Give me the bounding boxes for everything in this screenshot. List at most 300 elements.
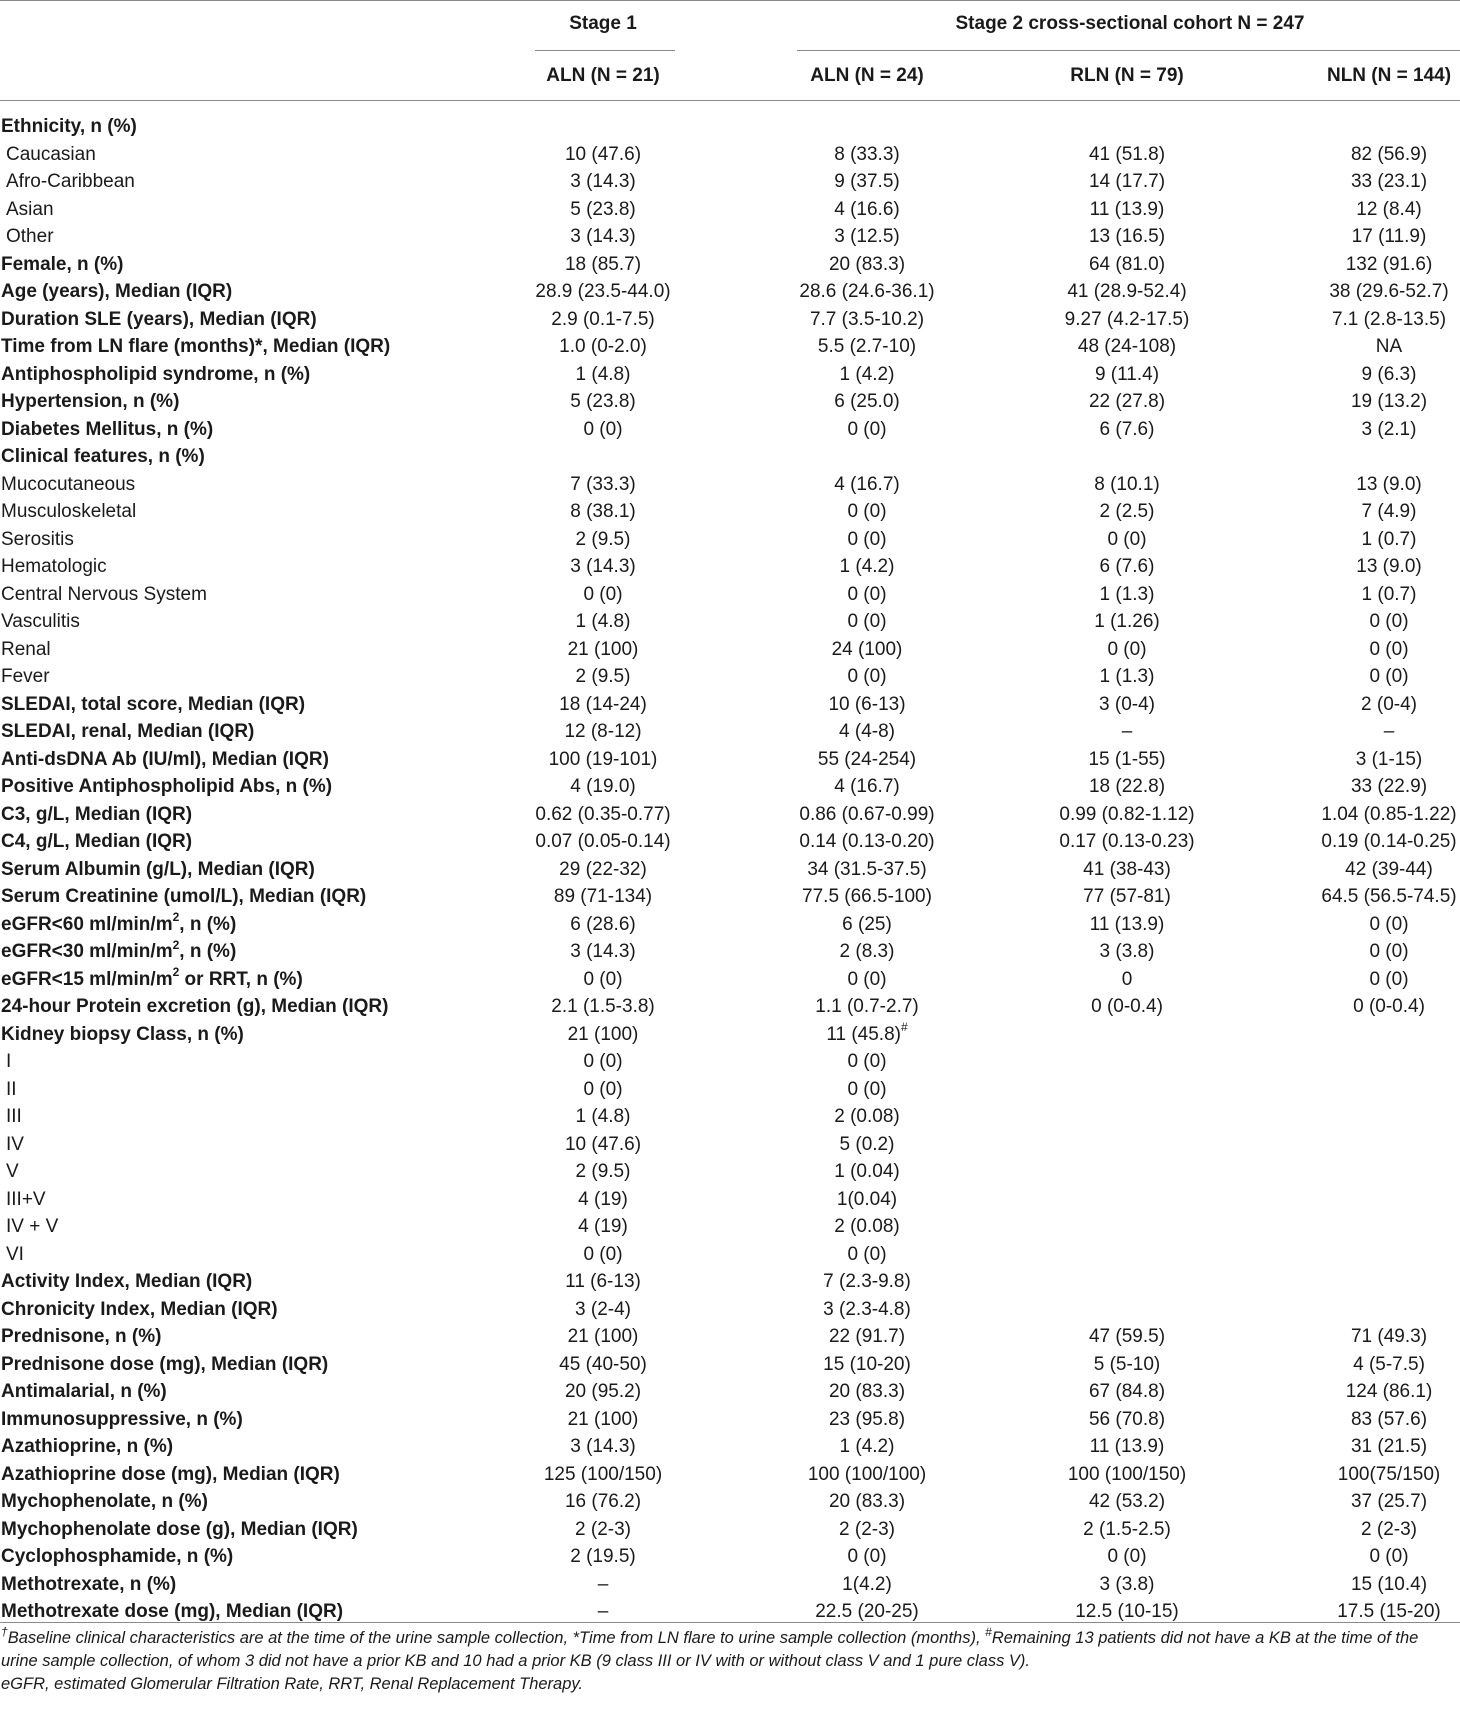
cell-value: 0 (0) <box>583 1243 623 1265</box>
table-cell <box>977 388 1277 416</box>
row-label-text: VI <box>6 1243 24 1265</box>
cell-value: 4 (19) <box>578 1188 628 1210</box>
cell-value: 1 (4.2) <box>839 1436 895 1457</box>
row-label <box>1 1351 328 1379</box>
cell-value: 2 (0.08) <box>834 1106 900 1127</box>
cell-value: 100(75/150) <box>1337 1463 1441 1485</box>
cell-value: 6 (25) <box>842 913 892 935</box>
row-label-superscript: 2 <box>172 965 180 980</box>
table-cell <box>1239 1433 1460 1461</box>
row-label <box>1 1296 278 1324</box>
table-row <box>0 113 1460 141</box>
row-label <box>1 828 192 856</box>
table-row <box>0 938 1460 966</box>
cell-value: 21 (100) <box>567 1023 639 1045</box>
cell-value: 0 (0) <box>1369 611 1409 632</box>
table-cell <box>977 828 1277 856</box>
table-cell <box>717 498 1017 526</box>
table-cell <box>717 883 1017 911</box>
cell-value: 16 (76.2) <box>564 1491 642 1512</box>
cell-value: 41 (51.8) <box>1088 143 1166 165</box>
cell-value: 0.17 (0.13-0.23) <box>1059 831 1195 852</box>
col-header-stage2-aln: ALN (N = 24) <box>810 65 924 86</box>
table-cell <box>1239 938 1460 966</box>
row-label <box>6 168 135 196</box>
row-label-superscript: 2 <box>172 937 180 952</box>
table-row <box>0 1351 1460 1379</box>
table-row <box>0 443 1460 471</box>
row-label-suffix: or RRT, n (%) <box>179 968 303 990</box>
cell-value: 0.62 (0.35-0.77) <box>535 803 671 825</box>
cell-value: 2 (19.5) <box>570 1546 636 1567</box>
cell-value: 100 (19-101) <box>548 748 658 770</box>
header-rule <box>0 100 1460 101</box>
table-cell <box>717 223 1017 251</box>
table-row <box>0 1158 1460 1186</box>
table-cell <box>453 856 753 884</box>
cell-value: 12 (8.4) <box>1356 198 1422 220</box>
row-label <box>6 141 96 169</box>
table-cell <box>1239 1351 1460 1379</box>
cell-value: 2 (9.5) <box>575 1161 631 1182</box>
stage1-underline <box>535 50 675 51</box>
table-row <box>0 1323 1460 1351</box>
row-label-text: Hypertension, n (%) <box>1 391 180 412</box>
cell-value: 0 (0) <box>847 583 887 605</box>
row-label <box>6 1241 24 1269</box>
table-cell <box>1239 1571 1460 1599</box>
row-label <box>6 1048 11 1076</box>
row-label <box>1 718 254 746</box>
table-cell <box>977 636 1277 664</box>
row-label-text: Mucocutaneous <box>1 473 136 495</box>
cell-superscript: # <box>900 1020 908 1035</box>
table-cell <box>453 636 753 664</box>
table-cell <box>977 663 1277 691</box>
cell-value: 1.04 (0.85-1.22) <box>1321 803 1457 825</box>
table-cell <box>1239 141 1460 169</box>
table-cell <box>717 1488 1017 1516</box>
cell-value: 0 (0) <box>847 501 887 522</box>
cell-value: 3 (2.1) <box>1361 418 1417 440</box>
table-cell <box>977 581 1277 609</box>
table-cell <box>453 1296 753 1324</box>
table-cell <box>717 1406 1017 1434</box>
cell-value: 64 (81.0) <box>1088 253 1166 275</box>
cell-value: 3 (14.3) <box>570 556 636 577</box>
footnote-1-text: Baseline clinical characteristics are at the time of the urine sample collection, *Time from LN flare to urine sample collection (months), <box>7 1629 986 1647</box>
cell-value: 14 (17.7) <box>1088 171 1166 192</box>
cell-value: 33 (23.1) <box>1350 171 1428 192</box>
table-cell <box>453 278 753 306</box>
row-label <box>1 443 205 471</box>
cell-value: 6 (25.0) <box>834 391 900 412</box>
table-cell <box>1239 1488 1460 1516</box>
top-rule <box>0 0 1460 1</box>
cell-value: 2 (2-3) <box>575 1518 631 1540</box>
table-cell <box>717 196 1017 224</box>
table-row <box>0 581 1460 609</box>
table-cell <box>717 526 1017 554</box>
table-cell <box>453 773 753 801</box>
table-cell <box>977 1323 1277 1351</box>
table-cell <box>977 471 1277 499</box>
cell-value: 12.5 (10-15) <box>1075 1601 1179 1622</box>
hash-mark: # <box>985 1624 992 1639</box>
table-cell <box>717 1103 1017 1131</box>
row-label-text: Antiphospholipid syndrome, n (%) <box>1 363 311 385</box>
cell-value: 0 (0) <box>847 1546 887 1567</box>
table-cell <box>453 251 753 279</box>
cell-value: 0 (0) <box>1369 941 1409 962</box>
cell-value: 11 (6-13) <box>565 1271 641 1292</box>
table-cell <box>453 1076 753 1104</box>
cell-value: 13 (9.0) <box>1356 473 1422 495</box>
table-cell <box>717 361 1017 389</box>
row-label-text: V <box>6 1161 19 1182</box>
table-cell <box>453 581 753 609</box>
cell-value: 1 (4.2) <box>839 363 895 385</box>
cell-value: 15 (1-55) <box>1088 748 1166 770</box>
cell-value: NA <box>1375 336 1403 357</box>
cell-value: 0 (0) <box>1369 913 1409 935</box>
table-row <box>0 1186 1460 1214</box>
row-label-text: SLEDAI, total score, Median (IQR) <box>1 693 306 715</box>
cell-value: 1.0 (0-2.0) <box>559 336 647 357</box>
row-label-text: Immunosuppressive, n (%) <box>1 1408 243 1430</box>
table-cell <box>977 718 1277 746</box>
table-cell <box>717 663 1017 691</box>
table-cell <box>717 1213 1017 1241</box>
cell-value: 42 (39-44) <box>1345 858 1433 880</box>
cell-value: 64.5 (56.5-74.5) <box>1321 886 1457 907</box>
table-cell <box>717 581 1017 609</box>
cell-value: 4 (16.7) <box>834 776 900 797</box>
table-cell <box>1239 553 1460 581</box>
cell-value: 2 (9.5) <box>575 666 631 687</box>
table-cell <box>1239 168 1460 196</box>
table-cell <box>453 498 753 526</box>
cell-value: 1 (4.8) <box>575 1106 631 1127</box>
row-label-text: Anti-dsDNA Ab (IU/ml), Median (IQR) <box>1 748 329 770</box>
cell-value: 0 (0) <box>583 968 623 990</box>
cell-value: 0 (0) <box>1369 666 1409 687</box>
cell-value: 0.07 (0.05-0.14) <box>535 831 671 852</box>
table-row <box>0 168 1460 196</box>
row-label <box>6 1186 46 1214</box>
cell-value: 3 (2-4) <box>575 1298 631 1320</box>
row-label <box>1 636 51 664</box>
cell-value: 2 (1.5-2.5) <box>1083 1518 1171 1540</box>
table-cell <box>717 966 1017 994</box>
table-row <box>0 746 1460 774</box>
table-cell <box>717 1186 1017 1214</box>
col-header-stage2-nln: NLN (N = 144) <box>1326 65 1452 86</box>
table-cell <box>717 746 1017 774</box>
cell-value: 125 (100/150) <box>543 1463 663 1485</box>
cell-value: 20 (83.3) <box>828 253 906 275</box>
table-cell <box>717 251 1017 279</box>
table-cell <box>977 883 1277 911</box>
table-cell <box>1239 718 1460 746</box>
cell-value: 21 (100) <box>567 1408 639 1430</box>
cell-value: 15 (10-20) <box>823 1353 911 1375</box>
table-cell <box>717 1543 1017 1571</box>
table-cell <box>453 1461 753 1489</box>
table-cell <box>977 856 1277 884</box>
row-label <box>1 801 192 829</box>
cell-value: 0 (0) <box>1369 968 1409 990</box>
table-cell <box>453 1213 753 1241</box>
table-row <box>0 416 1460 444</box>
table-cell <box>717 1461 1017 1489</box>
row-label <box>1 966 303 994</box>
table-cell <box>453 471 753 499</box>
cell-value: 17 (11.9) <box>1351 226 1427 247</box>
row-label-text: Kidney biopsy Class, n (%) <box>1 1023 244 1045</box>
table-cell <box>1239 663 1460 691</box>
table-cell <box>977 1433 1277 1461</box>
table-row <box>0 856 1460 884</box>
cell-value: 0.99 (0.82-1.12) <box>1059 803 1195 825</box>
cell-value: 2 (0.08) <box>834 1216 900 1237</box>
table-row <box>0 1461 1460 1489</box>
cell-value: 42 (53.2) <box>1088 1491 1166 1512</box>
table-cell <box>977 1543 1277 1571</box>
row-label <box>1 251 123 279</box>
cell-value: 21 (100) <box>567 1326 639 1347</box>
table-row <box>0 1433 1460 1461</box>
row-label-text: Methotrexate dose (mg), Median (IQR) <box>1 1601 344 1622</box>
cell-value: 7.7 (3.5-10.2) <box>809 308 925 330</box>
table-row <box>0 1213 1460 1241</box>
table-cell <box>977 993 1277 1021</box>
cell-value: 22 (27.8) <box>1088 391 1166 412</box>
table-cell <box>717 773 1017 801</box>
table-cell <box>717 1571 1017 1599</box>
row-label <box>1 416 213 444</box>
table-row <box>0 1543 1460 1571</box>
cell-value: 71 (49.3) <box>1350 1326 1428 1347</box>
row-label-text: Other <box>6 226 54 247</box>
table-row <box>0 251 1460 279</box>
cell-value: 1 (1.3) <box>1099 583 1155 605</box>
table-cell <box>453 883 753 911</box>
footnote-1b-text: Remaining 13 patients did not have a KB at the time of the urine sample collection, of whom 3 did not have a prior KB and 10 had a prior KB (9 class III or IV with or without class V and 1 pure class V). <box>1 1629 1419 1670</box>
row-label-text: Positive Antiphospholipid Abs, n (%) <box>1 776 333 797</box>
cell-value: 3 (14.3) <box>570 226 636 247</box>
table-cell <box>717 1268 1017 1296</box>
table-cell <box>1239 251 1460 279</box>
table-cell <box>1239 306 1460 334</box>
table-cell <box>1239 1378 1460 1406</box>
table-cell <box>453 1571 753 1599</box>
table-cell <box>977 526 1277 554</box>
row-label-text: eGFR<30 ml/min/m <box>1 941 173 962</box>
row-label-text: Vasculitis <box>1 611 80 632</box>
cell-value: 11 (45.8) <box>826 1023 901 1045</box>
cell-value: 45 (40-50) <box>559 1353 647 1375</box>
table-cell <box>1239 828 1460 856</box>
cell-value: 18 (22.8) <box>1088 776 1166 797</box>
cell-value: 20 (83.3) <box>828 1381 906 1402</box>
table-cell <box>977 1461 1277 1489</box>
row-label-text: Fever <box>1 666 50 687</box>
footnote-2: eGFR, estimated Glomerular Filtration Rate, RRT, Renal Replacement Therapy. <box>1 1675 584 1693</box>
row-label-text: Serum Creatinine (umol/L), Median (IQR) <box>1 886 367 907</box>
dagger-mark: † <box>1 1624 8 1639</box>
cell-value: 11 (13.9) <box>1089 198 1165 220</box>
table-cell <box>453 718 753 746</box>
table-cell <box>717 1021 1017 1049</box>
row-label <box>1 113 137 141</box>
cell-value: 56 (70.8) <box>1088 1408 1166 1430</box>
table-cell <box>453 1158 753 1186</box>
row-label <box>1 333 390 361</box>
cell-value: 13 (16.5) <box>1088 226 1166 247</box>
table-row <box>0 691 1460 719</box>
table-cell <box>453 1406 753 1434</box>
row-label-suffix: , n (%) <box>179 913 237 935</box>
cell-value: 0 (0) <box>847 666 887 687</box>
cell-value: 4 (16.7) <box>834 473 900 495</box>
table-cell <box>717 471 1017 499</box>
cell-value: 28.6 (24.6-36.1) <box>799 281 935 302</box>
table-cell <box>453 911 753 939</box>
table-cell <box>453 1268 753 1296</box>
row-label-text: SLEDAI, renal, Median (IQR) <box>1 721 255 742</box>
row-label <box>1 663 50 691</box>
row-label <box>1 581 207 609</box>
table-cell <box>453 1433 753 1461</box>
table-cell <box>717 1158 1017 1186</box>
row-label-text: Central Nervous System <box>1 583 207 605</box>
table-cell <box>717 801 1017 829</box>
table-cell <box>453 168 753 196</box>
table-cell <box>1239 1461 1460 1489</box>
table-cell <box>977 691 1277 719</box>
cell-value: 3 (1-15) <box>1355 748 1423 770</box>
table-cell <box>453 1021 753 1049</box>
table-cell <box>977 1571 1277 1599</box>
row-label <box>1 911 236 939</box>
cell-value: 0 (0) <box>1107 528 1147 550</box>
table-cell <box>977 333 1277 361</box>
cell-value: 8 (10.1) <box>1094 473 1160 495</box>
table-cell <box>1239 911 1460 939</box>
table-cell <box>453 1186 753 1214</box>
table-cell <box>453 553 753 581</box>
row-label <box>1 883 366 911</box>
row-label <box>1 471 135 499</box>
cell-value: 37 (25.7) <box>1350 1491 1428 1512</box>
cell-value: 47 (59.5) <box>1088 1326 1166 1347</box>
row-label <box>1 553 107 581</box>
table-cell <box>453 388 753 416</box>
table-cell <box>717 718 1017 746</box>
table-row <box>0 1516 1460 1544</box>
stage1-header: Stage 1 <box>569 13 637 34</box>
table-cell <box>1239 471 1460 499</box>
row-label-text: Azathioprine dose (mg), Median (IQR) <box>1 1463 340 1485</box>
row-label <box>1 498 136 526</box>
table-cell <box>977 1351 1277 1379</box>
table-row <box>0 1296 1460 1324</box>
row-label-text: I <box>6 1051 12 1072</box>
table-cell <box>977 911 1277 939</box>
table-cell <box>1239 526 1460 554</box>
table-cell <box>717 1323 1017 1351</box>
table-cell <box>453 1103 753 1131</box>
table-cell <box>717 691 1017 719</box>
cell-value: 41 (28.9-52.4) <box>1067 281 1187 302</box>
table-cell <box>453 1543 753 1571</box>
cell-value: 0.86 (0.67-0.99) <box>799 803 935 825</box>
cell-value: 2 (0-4) <box>1361 693 1417 715</box>
table-row <box>0 526 1460 554</box>
row-label-text: Age (years), Median (IQR) <box>1 281 233 302</box>
cell-value: 24 (100) <box>831 638 903 660</box>
table-footnotes <box>1 1624 1457 1696</box>
cell-value: 20 (95.2) <box>564 1381 642 1402</box>
table-cell <box>717 1048 1017 1076</box>
cell-value: 0 <box>1121 968 1133 990</box>
row-label <box>1 306 317 334</box>
row-label <box>6 1076 17 1104</box>
cell-value: 1 (4.2) <box>839 556 895 577</box>
cell-value: 34 (31.5-37.5) <box>807 858 927 880</box>
table-row <box>0 828 1460 856</box>
row-label-text: III <box>6 1106 22 1127</box>
cell-value: 89 (71-134) <box>553 886 653 907</box>
table-cell <box>453 993 753 1021</box>
row-label <box>6 1158 19 1186</box>
cell-value: 33 (22.9) <box>1350 776 1428 797</box>
cell-value: 5.5 (2.7-10) <box>817 336 917 357</box>
table-row <box>0 141 1460 169</box>
col-header-stage1-aln: ALN (N = 21) <box>546 65 660 86</box>
table-cell <box>977 251 1277 279</box>
table-cell <box>1239 498 1460 526</box>
table-cell <box>1239 223 1460 251</box>
cell-value: 1(0.04) <box>836 1188 898 1210</box>
table-cell <box>453 801 753 829</box>
table-cell <box>717 938 1017 966</box>
table-cell <box>453 1131 753 1159</box>
row-label-text: Prednisone dose (mg), Median (IQR) <box>1 1353 329 1375</box>
table-cell <box>453 1351 753 1379</box>
row-label <box>1 1268 252 1296</box>
cell-value: 100 (100/150) <box>1067 1463 1187 1485</box>
table-cell <box>717 828 1017 856</box>
cell-value: 4 (16.6) <box>834 198 900 220</box>
cell-value: 2.1 (1.5-3.8) <box>551 996 655 1017</box>
cell-value: 4 (5-7.5) <box>1353 1353 1425 1375</box>
cell-value: 20 (83.3) <box>828 1491 906 1512</box>
cell-value: 18 (14-24) <box>559 693 647 715</box>
table-cell <box>717 1378 1017 1406</box>
table-cell <box>717 141 1017 169</box>
cell-value: 0 (0) <box>847 1243 887 1265</box>
row-label-text: IV + V <box>6 1216 59 1237</box>
table-cell <box>977 196 1277 224</box>
cell-value: 77 (57-81) <box>1083 886 1171 907</box>
table-cell <box>977 306 1277 334</box>
row-label <box>1 691 305 719</box>
cell-value: 3 (14.3) <box>570 171 636 192</box>
cell-value: 132 (91.6) <box>1345 253 1433 275</box>
table-row <box>0 1241 1460 1269</box>
